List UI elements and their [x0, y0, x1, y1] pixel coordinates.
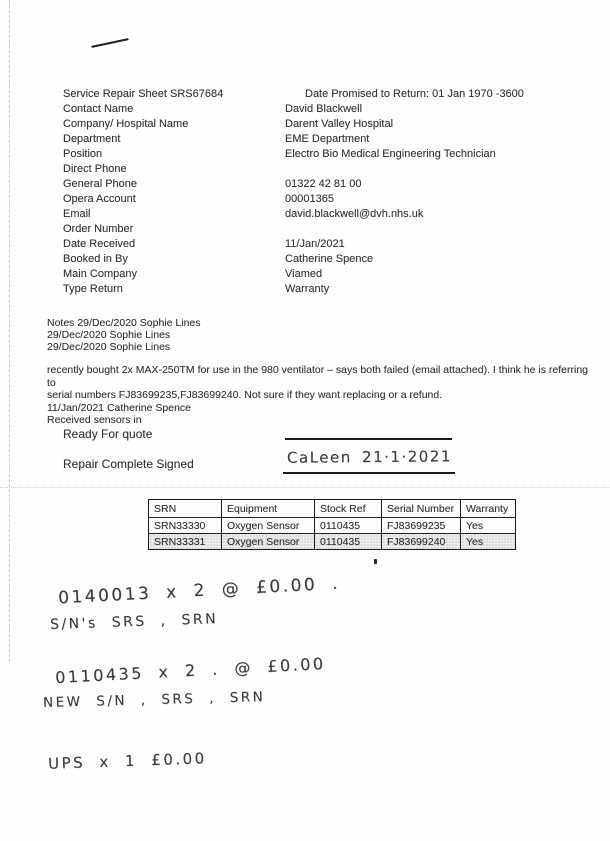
handwritten-note-line: 0110435 x 2 . @ £0.00: [54, 653, 327, 688]
notes-detail-block: [47, 364, 595, 427]
order-number-value: [285, 222, 593, 237]
cell-stock-ref: 0110435: [315, 518, 382, 534]
type-return-value: Warranty: [285, 283, 330, 295]
sheet-title: Service Repair Sheet SRS67684: [63, 88, 224, 100]
type-return-label: Type Return: [63, 283, 123, 295]
cell-serial-number: FJ83699240: [382, 534, 461, 550]
date-received-value: 11/Jan/2021: [285, 238, 345, 250]
handwritten-note-line: UPS x 1 £0.00: [47, 749, 207, 773]
handwritten-note-line: NEW S/N , SRS , SRN: [42, 689, 266, 711]
contact-name-value: David Blackwell: [285, 103, 363, 115]
date-promised-value: Date Promised to Return: 01 Jan 1970 -3600: [305, 88, 524, 100]
company-value: Darent Valley Hospital: [285, 118, 394, 130]
col-header-equipment: Equipment: [222, 500, 315, 518]
position-label: Position: [63, 148, 103, 160]
date-received-label: Date Received: [63, 238, 136, 250]
order-number-label: Order Number: [63, 223, 134, 235]
field-row: [63, 222, 593, 237]
cell-warranty: Yes: [461, 534, 516, 550]
col-header-stock-ref: Stock Ref: [315, 500, 382, 518]
ink-dot: [374, 559, 377, 564]
direct-phone-value: [285, 162, 593, 177]
field-row: [63, 267, 593, 282]
notes-line: 29/Dec/2020 Sophie Lines: [47, 341, 171, 353]
cell-stock-ref: 0110435: [315, 534, 382, 550]
notes-line: Notes 29/Dec/2020 Sophie Lines: [47, 317, 201, 329]
department-value: EME Department: [285, 133, 370, 145]
scan-artifact-line: [9, 0, 10, 662]
field-row: [63, 87, 593, 102]
booked-in-by-value: Catherine Spence: [285, 253, 374, 265]
general-phone-value: 01322 42 81 00: [285, 178, 362, 190]
department-label: Department: [63, 133, 121, 145]
table-header-row: [149, 500, 516, 518]
position-value: Electro Bio Medical Engineering Technician: [285, 148, 496, 160]
notes-detail-line: serial numbers FJ83699235,FJ83699240. Not sure if they want replacing or a refund.: [47, 389, 443, 401]
scan-fold-line: [0, 487, 610, 488]
field-row: [63, 252, 593, 267]
repair-sheet-fields: [63, 87, 593, 297]
direct-phone-label: Direct Phone: [63, 163, 127, 175]
col-header-serial-number: Serial Number: [382, 500, 461, 518]
contact-name-label: Contact Name: [63, 103, 134, 115]
cell-equipment: Oxygen Sensor: [222, 534, 315, 550]
notes-line: 29/Dec/2020 Sophie Lines: [47, 329, 171, 341]
notes-detail-line: 11/Jan/2021 Catherine Spence: [47, 401, 191, 414]
company-label: Company/ Hospital Name: [63, 118, 189, 130]
field-row: [63, 102, 593, 117]
table-row: [149, 518, 516, 534]
quote-signature-line: [285, 438, 452, 440]
notes-header-block: [47, 317, 201, 353]
cell-serial-number: FJ83699235: [382, 518, 461, 534]
cell-srn: SRN33330: [149, 518, 222, 534]
ready-for-quote-label: Ready For quote: [63, 427, 153, 441]
cell-srn: SRN33331: [149, 534, 222, 550]
repair-signature-line: [283, 472, 455, 474]
field-row: [63, 177, 593, 192]
col-header-srn: SRN: [149, 500, 222, 518]
field-row: [63, 117, 593, 132]
table-row: [149, 534, 516, 550]
notes-detail-line: recently bought 2x MAX-250TM for use in the 980 ventilator – says both failed (email attached). I think he is referring to: [47, 364, 589, 389]
email-value: david.blackwell@dvh.nhs.uk: [285, 208, 424, 220]
repair-complete-signed-label: Repair Complete Signed: [63, 457, 194, 471]
opera-account-value: 00001365: [285, 193, 334, 205]
cell-warranty: Yes: [461, 518, 516, 534]
parts-table: [148, 499, 516, 550]
field-row: [63, 162, 593, 177]
opera-account-label: Opera Account: [63, 193, 136, 205]
booked-in-by-label: Booked in By: [63, 253, 128, 265]
field-row: [63, 237, 593, 252]
handwritten-note-line: S/N's SRS , SRN: [49, 611, 219, 633]
repair-complete-signature: CaLeen 21·1·2021: [286, 447, 452, 467]
field-row: [63, 192, 593, 207]
main-company-value: Viamed: [285, 268, 323, 280]
field-row: [63, 207, 593, 222]
cell-equipment: Oxygen Sensor: [222, 518, 315, 534]
handwritten-note-line: 0140013 x 2 @ £0.00 .: [57, 573, 341, 609]
field-row: [63, 282, 593, 297]
col-header-warranty: Warranty: [461, 500, 516, 518]
general-phone-label: General Phone: [63, 178, 137, 190]
main-company-label: Main Company: [63, 268, 137, 280]
pen-mark: [91, 38, 129, 48]
email-label: Email: [63, 208, 91, 220]
field-row: [63, 132, 593, 147]
notes-detail-line: Received sensors in: [47, 414, 142, 426]
field-row: [63, 147, 593, 162]
